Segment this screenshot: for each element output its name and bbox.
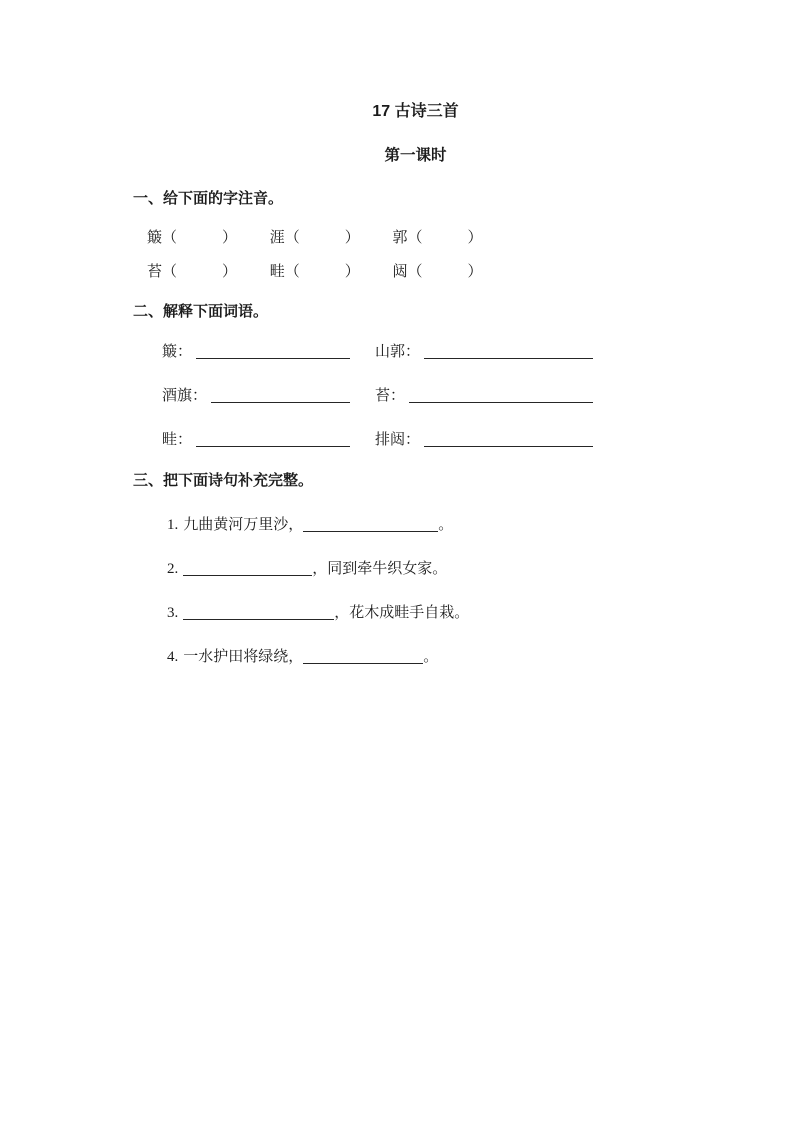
answer-blank	[196, 431, 350, 447]
open-paren: （	[162, 264, 178, 280]
item-number: 1.	[167, 517, 179, 533]
poem-text-after: 。	[423, 649, 439, 665]
pinyin-item	[270, 229, 389, 247]
close-paren: ）	[222, 264, 238, 280]
pinyin-item	[147, 263, 266, 281]
definition-item	[162, 343, 350, 361]
poem-completion-item	[167, 516, 793, 534]
pinyin-item	[393, 263, 512, 281]
close-paren: ）	[344, 230, 360, 246]
definition-item	[375, 387, 593, 405]
pinyin-row	[147, 263, 793, 281]
pinyin-blank	[423, 241, 468, 242]
answer-blank	[303, 517, 438, 532]
item-number: 4.	[167, 649, 179, 665]
poem-completion-item	[167, 560, 793, 578]
pinyin-blank	[177, 241, 222, 242]
word-label: 酒旗：	[162, 388, 208, 404]
pinyin-item	[393, 229, 512, 247]
definition-item	[162, 387, 350, 405]
close-paren: ）	[467, 230, 483, 246]
answer-blank	[409, 387, 593, 403]
word-label: 排闼：	[375, 432, 421, 448]
target-character: 簸	[147, 230, 163, 246]
answer-blank	[424, 343, 593, 359]
close-paren: ）	[467, 264, 483, 280]
section1-heading: 一、给下面的字注音。	[133, 190, 284, 207]
answer-blank	[303, 649, 423, 664]
open-paren: （	[407, 230, 423, 246]
answer-blank	[183, 561, 312, 576]
open-paren: （	[284, 230, 300, 246]
section2-heading: 二、解释下面词语。	[133, 303, 269, 320]
word-label: 苔：	[375, 388, 406, 404]
word-label: 畦：	[162, 432, 193, 448]
poem-completion-item	[167, 604, 793, 622]
item-number: 3.	[167, 605, 179, 621]
section3-heading: 三、把下面诗句补充完整。	[133, 472, 314, 489]
pinyin-blank	[177, 275, 222, 276]
definition-item	[162, 431, 350, 449]
answer-blank	[211, 387, 350, 403]
poem-text-before: 一水护田将绿绕，	[183, 649, 304, 665]
answer-blank	[196, 343, 350, 359]
target-character: 苔	[147, 264, 163, 280]
poem-text-after: 。	[438, 517, 454, 533]
open-paren: （	[284, 264, 300, 280]
definition-row	[162, 431, 793, 449]
pinyin-blank	[423, 275, 468, 276]
target-character: 郭	[392, 230, 408, 246]
pinyin-row	[147, 229, 793, 247]
poem-text-before: 九曲黄河万里沙，	[183, 517, 304, 533]
page-subtitle: 第一课时	[384, 147, 447, 164]
open-paren: （	[162, 230, 178, 246]
definition-row	[162, 343, 793, 361]
pinyin-item	[270, 263, 389, 281]
word-label: 簸：	[162, 344, 193, 360]
pinyin-blank	[300, 275, 345, 276]
definition-item	[375, 431, 593, 449]
close-paren: ）	[222, 230, 238, 246]
pinyin-item	[147, 229, 266, 247]
page-title: 17 古诗三首	[372, 103, 459, 120]
word-label: 山郭：	[375, 344, 421, 360]
target-character: 闼	[392, 264, 408, 280]
answer-blank	[424, 431, 593, 447]
poem-text-after: ，花木成畦手自栽。	[334, 605, 470, 621]
pinyin-blank	[300, 241, 345, 242]
definition-item	[375, 343, 593, 361]
close-paren: ）	[344, 264, 360, 280]
poem-completion-item	[167, 648, 793, 666]
target-character: 涯	[269, 230, 285, 246]
answer-blank	[183, 605, 334, 620]
target-character: 畦	[269, 264, 285, 280]
definition-row	[162, 387, 793, 405]
poem-text-after: ，同到牵牛织女家。	[312, 561, 448, 577]
open-paren: （	[407, 264, 423, 280]
item-number: 2.	[167, 561, 179, 577]
